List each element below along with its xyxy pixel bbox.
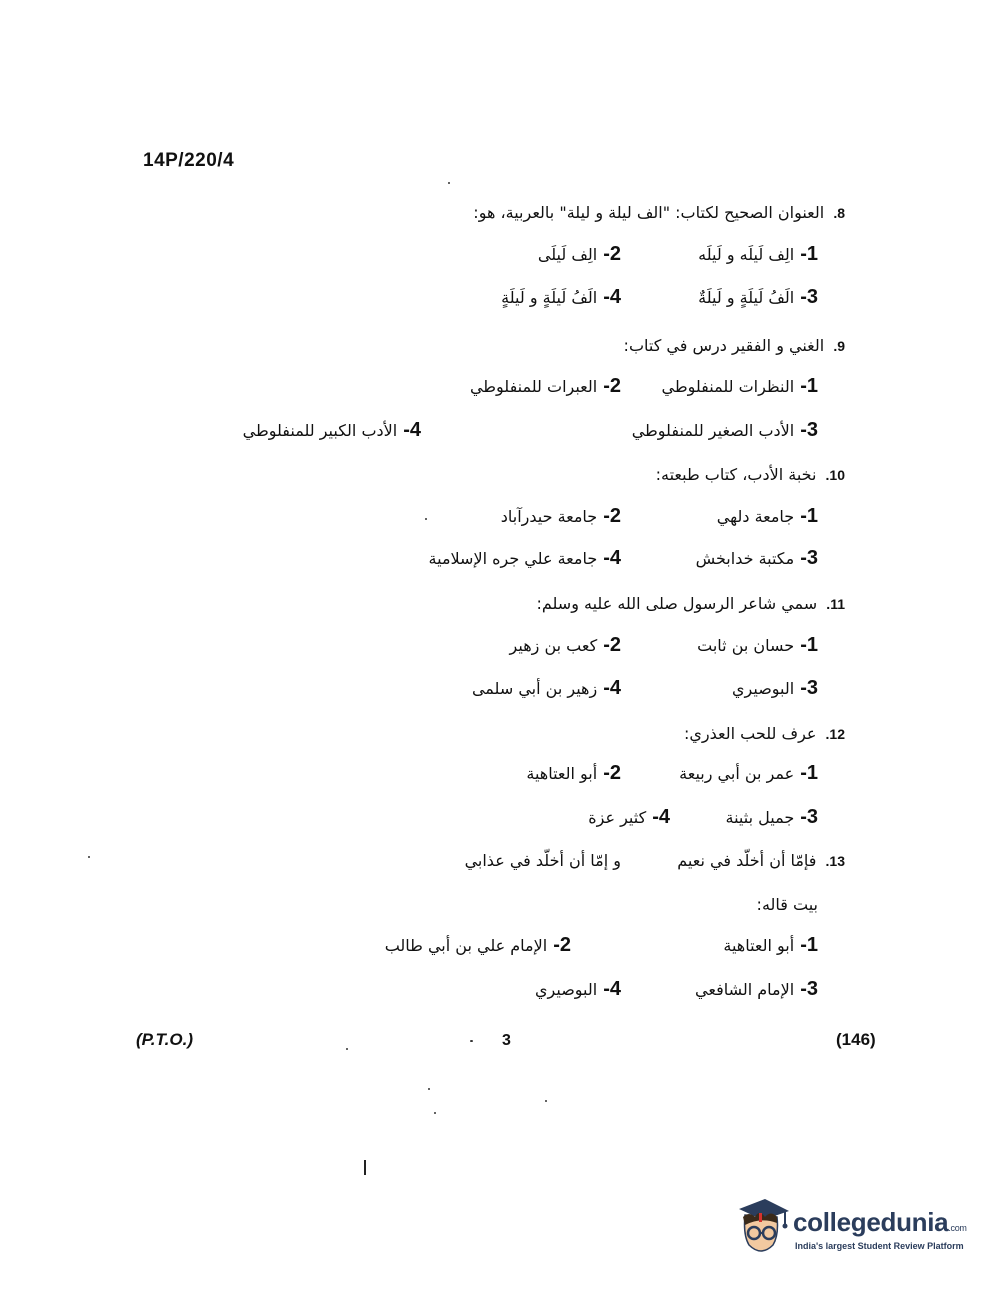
option-text: الإمام الشافعي	[695, 980, 795, 999]
logo-domain-suffix: .com	[948, 1223, 967, 1233]
option-number: 3-	[800, 286, 818, 308]
question-text: فإمّا أن أخلّد في نعيم	[677, 851, 817, 870]
option-10-3	[696, 547, 818, 570]
question-text: نخبة الأدب، كتاب طبعته:	[655, 465, 817, 484]
option-text: الِف لَيلَى	[537, 245, 598, 264]
question-12	[684, 724, 845, 743]
option-8-3	[698, 286, 818, 309]
scan-speck	[545, 1100, 547, 1102]
option-10-1	[717, 505, 818, 528]
question-number: 10.	[825, 467, 845, 483]
page-number: 3	[502, 1032, 511, 1049]
question-number: 11.	[826, 596, 845, 612]
option-text: الِف لَيلَه و لَيلَه	[698, 245, 795, 264]
option-number: 1-	[800, 934, 818, 956]
option-text: حسان بن ثابت	[697, 636, 795, 655]
question-number: 8.	[833, 205, 845, 221]
logo-wordmark	[793, 1207, 967, 1238]
option-text: كثير عزة	[588, 808, 647, 827]
question-13-subtext: بيت قاله:	[756, 895, 818, 914]
option-number: 2-	[603, 762, 621, 784]
question-13	[677, 851, 845, 870]
option-text: عمر بن أبي ربيعة	[679, 764, 795, 783]
scan-speck	[428, 1088, 430, 1090]
question-13-second-hemistich	[465, 851, 621, 870]
option-number: 3-	[800, 806, 818, 828]
option-number: 4-	[603, 978, 621, 1000]
option-number: 1-	[800, 762, 818, 784]
option-text: زهير بن أبي سلمى	[471, 679, 598, 698]
question-text: الغني و الفقير درس في كتاب:	[623, 336, 825, 355]
pto-label: (P.T.O.)	[136, 1030, 193, 1049]
option-number: 2-	[603, 505, 621, 527]
option-number: 1-	[800, 634, 818, 656]
option-12-4	[588, 806, 670, 829]
option-12-2	[526, 762, 621, 785]
scan-mark	[364, 1160, 366, 1175]
question-text: عرف للحب العذري:	[684, 724, 817, 743]
option-text: جامعة علي جره الإسلامية	[428, 549, 598, 568]
option-number: 4-	[603, 547, 621, 569]
option-13-4	[535, 978, 621, 1001]
question-9	[624, 336, 845, 355]
option-text: جامعة دلهي	[716, 507, 795, 526]
option-text: أبو العتاهية	[723, 936, 795, 955]
verse-text: و إمّا أن أخلّد في عذابي	[464, 851, 621, 870]
question-text: العنوان الصحيح لكتاب: "الف ليلة و ليلة" بالعربية، هو:	[473, 203, 825, 222]
option-number: 2-	[603, 243, 621, 265]
option-number: 1-	[800, 375, 818, 397]
option-9-1	[662, 375, 818, 398]
option-number: 4-	[652, 806, 670, 828]
option-number: 3-	[800, 547, 818, 569]
footer-code: (146)	[836, 1030, 876, 1049]
mascot-graduation-cap-icon	[735, 1195, 790, 1260]
option-text: الَفُ لَيلَةٍ و لَيلَةٍ	[501, 288, 598, 307]
option-text: الَفُ لَيلَةٍ و لَيلَةٌ	[698, 288, 795, 307]
option-number: 4-	[603, 286, 621, 308]
scan-speck	[425, 518, 427, 520]
option-text: الإمام علي بن أبي طالب	[384, 936, 548, 955]
option-number: 4-	[603, 677, 621, 699]
option-text: جامعة حيدرآباد	[500, 507, 598, 526]
question-number: 12.	[825, 726, 845, 742]
option-number: 3-	[800, 419, 818, 441]
option-number: 3-	[800, 677, 818, 699]
collegedunia-logo[interactable]	[735, 1195, 965, 1265]
option-number: 3-	[800, 978, 818, 1000]
option-9-4	[243, 419, 421, 442]
paper-code: 14P/220/4	[143, 150, 235, 171]
option-number: 1-	[800, 505, 818, 527]
option-text: جميل بثينة	[725, 808, 795, 827]
question-number: 13.	[825, 853, 845, 869]
option-11-2	[510, 634, 621, 657]
question-text: سمي شاعر الرسول صلى الله عليه وسلم:	[536, 594, 818, 613]
scan-speck	[88, 856, 90, 858]
option-number: 1-	[800, 243, 818, 265]
option-13-3	[695, 978, 818, 1001]
option-8-4	[501, 286, 621, 309]
option-number: 4-	[403, 419, 421, 441]
option-10-4	[429, 547, 621, 570]
logo-tagline: India's largest Student Review Platform	[795, 1241, 964, 1251]
option-text: البوصيري	[535, 980, 598, 999]
option-text: النظرات للمنفلوطي	[661, 377, 795, 396]
question-number: 9.	[833, 338, 845, 354]
option-11-3	[732, 677, 818, 700]
option-text: أبو العتاهية	[526, 764, 598, 783]
option-text: البوصيري	[732, 679, 795, 698]
question-10	[656, 465, 845, 484]
option-text: الأدب الصغير للمنفلوطي	[631, 421, 795, 440]
option-8-1	[698, 243, 818, 266]
logo-name-text: collegedunia	[793, 1207, 949, 1237]
option-13-1	[723, 934, 818, 957]
option-9-3	[632, 419, 818, 442]
scan-speck	[448, 182, 450, 184]
question-8	[473, 203, 845, 222]
question-11	[536, 594, 845, 613]
option-text: العبرات للمنفلوطي	[469, 377, 598, 396]
option-13-2	[385, 934, 571, 957]
option-10-2	[501, 505, 621, 528]
option-text: مكتبة خدابخش	[695, 549, 795, 568]
option-8-2	[538, 243, 621, 266]
option-11-4	[472, 677, 621, 700]
option-9-2	[470, 375, 621, 398]
option-text: الأدب الكبير للمنفلوطي	[242, 421, 398, 440]
option-11-1	[697, 634, 818, 657]
option-text: كعب بن زهير	[509, 636, 598, 655]
option-number: 2-	[603, 375, 621, 397]
scan-speck	[470, 1040, 473, 1042]
scan-speck	[346, 1048, 348, 1050]
option-number: 2-	[603, 634, 621, 656]
option-12-1	[679, 762, 818, 785]
option-12-3	[726, 806, 818, 829]
scan-speck	[434, 1112, 436, 1114]
option-number: 2-	[553, 934, 571, 956]
